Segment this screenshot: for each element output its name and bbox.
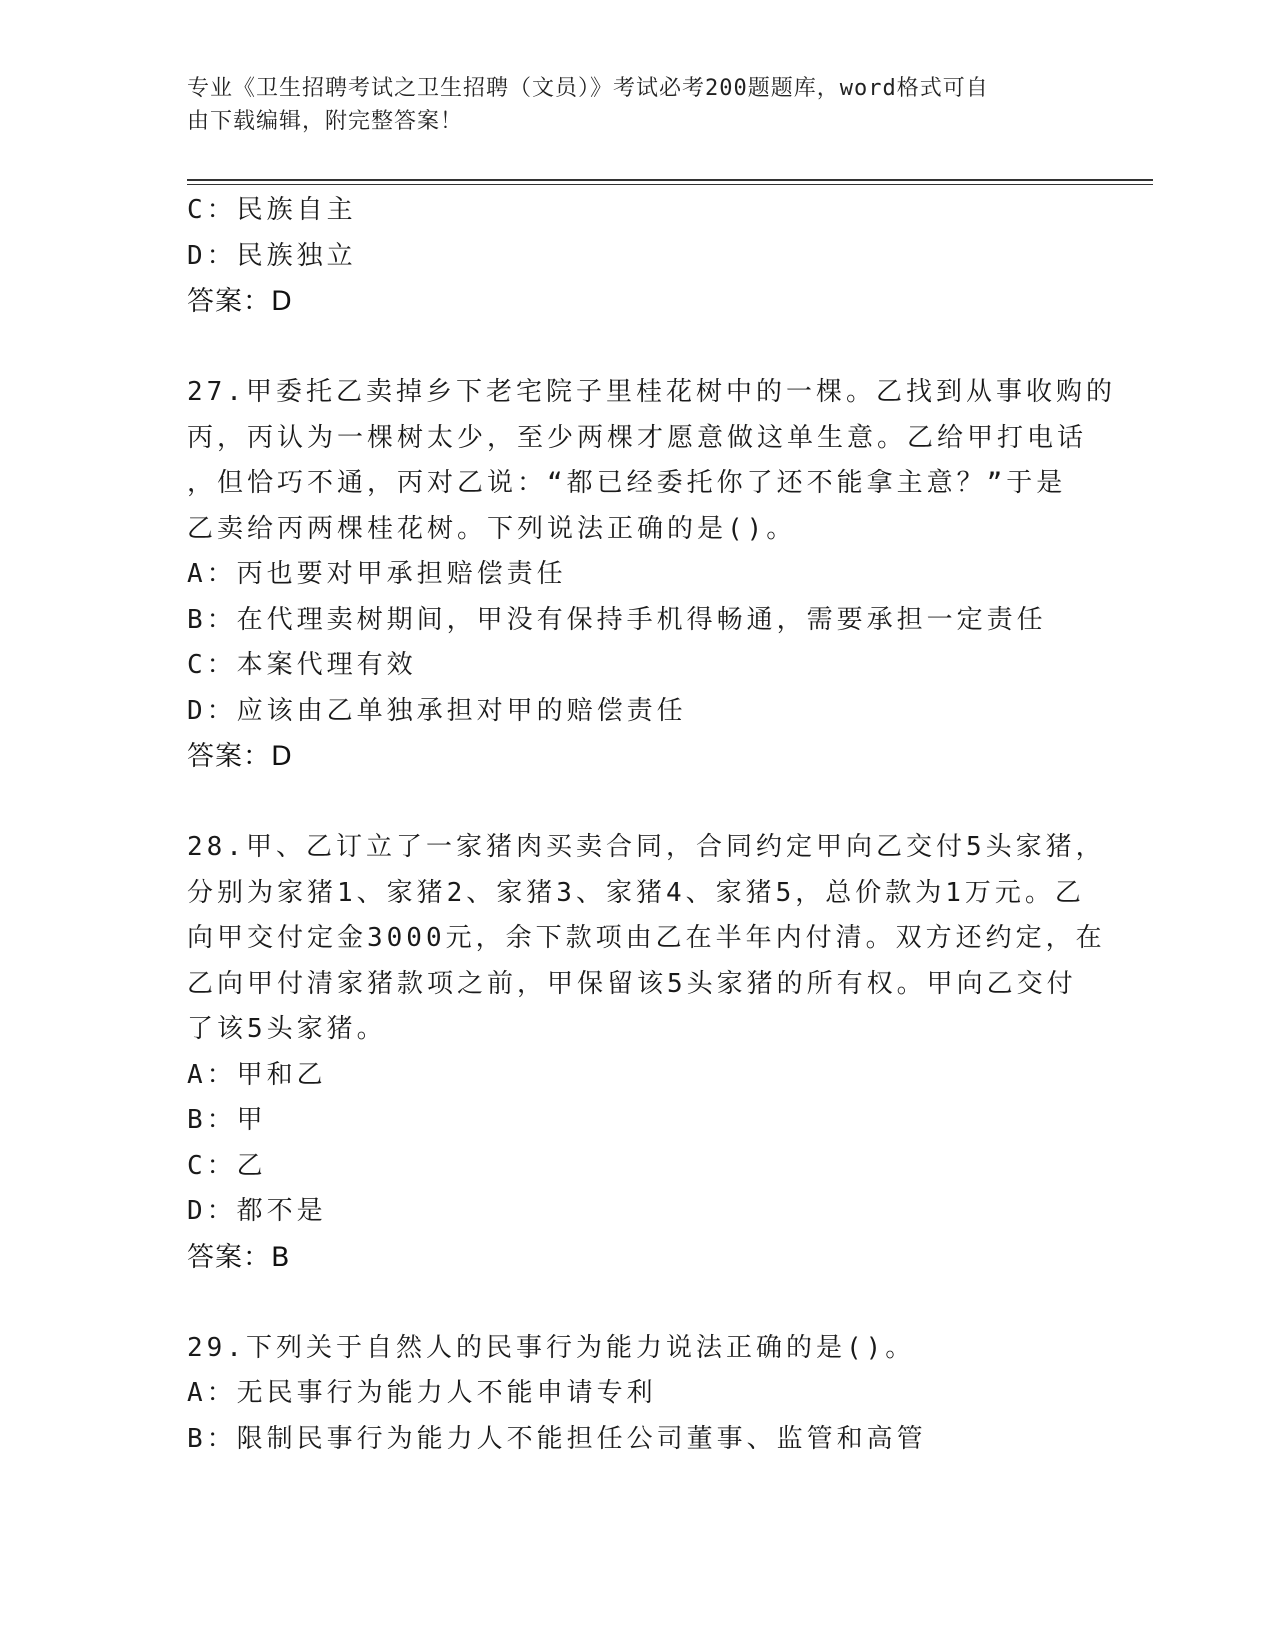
stem-line: 乙向甲付清家猪款项之前，甲保留该5头家猪的所有权。甲向乙交付 — [187, 968, 1077, 999]
option-d: D：都不是 — [187, 1196, 327, 1226]
stem-line: ，但恰巧不通，丙对乙说：“都已经委托你了还不能拿主意？”于是 — [187, 468, 1067, 498]
option-a: A：甲和乙 — [187, 1059, 327, 1090]
question-stem — [187, 825, 1106, 1053]
spacer — [187, 780, 1087, 826]
question-content — [187, 188, 1116, 1462]
option-a: A：丙也要对甲承担赔偿责任 — [187, 559, 567, 589]
answer-line: 答案：D — [187, 741, 293, 772]
option-c: C：乙 — [187, 1150, 267, 1181]
header-line-2: 由下载编辑，附完整答案！ — [187, 109, 464, 134]
option-c: C：民族自主 — [187, 195, 357, 225]
page-header — [187, 72, 1067, 138]
question-26-continued — [187, 188, 1087, 325]
answer-line: 答案：B — [187, 1241, 291, 1273]
option-b: B：甲 — [187, 1105, 267, 1135]
stem-line: 向甲交付定金3000元，余下款项由乙在半年内付清。双方还约定，在 — [187, 923, 1106, 953]
question-28 — [187, 825, 1106, 1280]
option-d: D：民族独立 — [187, 240, 357, 271]
header-divider-thick — [187, 179, 1153, 181]
stem-line: 乙卖给丙两棵桂花树。下列说法正确的是()。 — [187, 513, 797, 544]
option-b: B：限制民事行为能力人不能担任公司董事、监管和高管 — [187, 1423, 927, 1454]
stem-line: 28.甲、乙订立了一家猪肉买卖合同，合同约定甲向乙交付5头家猪， — [187, 832, 1106, 862]
option-d: D：应该由乙单独承担对甲的赔偿责任 — [187, 695, 687, 726]
stem-line: 27.甲委托乙卖掉乡下老宅院子里桂花树中的一棵。乙找到从事收购的 — [187, 377, 1116, 407]
header-line-1: 专业《卫生招聘考试之卫生招聘（文员）》考试必考200题题库，word格式可自 — [187, 76, 989, 101]
answer-line: 答案：D — [187, 286, 293, 317]
stem-line: 了该5头家猪。 — [187, 1014, 387, 1044]
option-b: B：在代理卖树期间，甲没有保持手机得畅通，需要承担一定责任 — [187, 604, 1047, 635]
option-a: A：无民事行为能力人不能申请专利 — [187, 1378, 657, 1408]
stem-line: 分别为家猪1、家猪2、家猪3、家猪4、家猪5，总价款为1万元。乙 — [187, 877, 1085, 908]
question-stem — [187, 370, 1116, 552]
question-29 — [187, 1326, 1087, 1463]
spacer — [187, 1280, 1087, 1326]
header-divider-thin — [187, 184, 1153, 185]
question-27 — [187, 370, 1116, 780]
spacer — [187, 325, 1087, 371]
stem-line: 丙，丙认为一棵树太少，至少两棵才愿意做这单生意。乙给甲打电话 — [187, 422, 1088, 453]
question-stem — [187, 1326, 1087, 1372]
option-c: C：本案代理有效 — [187, 650, 417, 680]
stem-line: 29.下列关于自然人的民事行为能力说法正确的是()。 — [187, 1332, 916, 1363]
